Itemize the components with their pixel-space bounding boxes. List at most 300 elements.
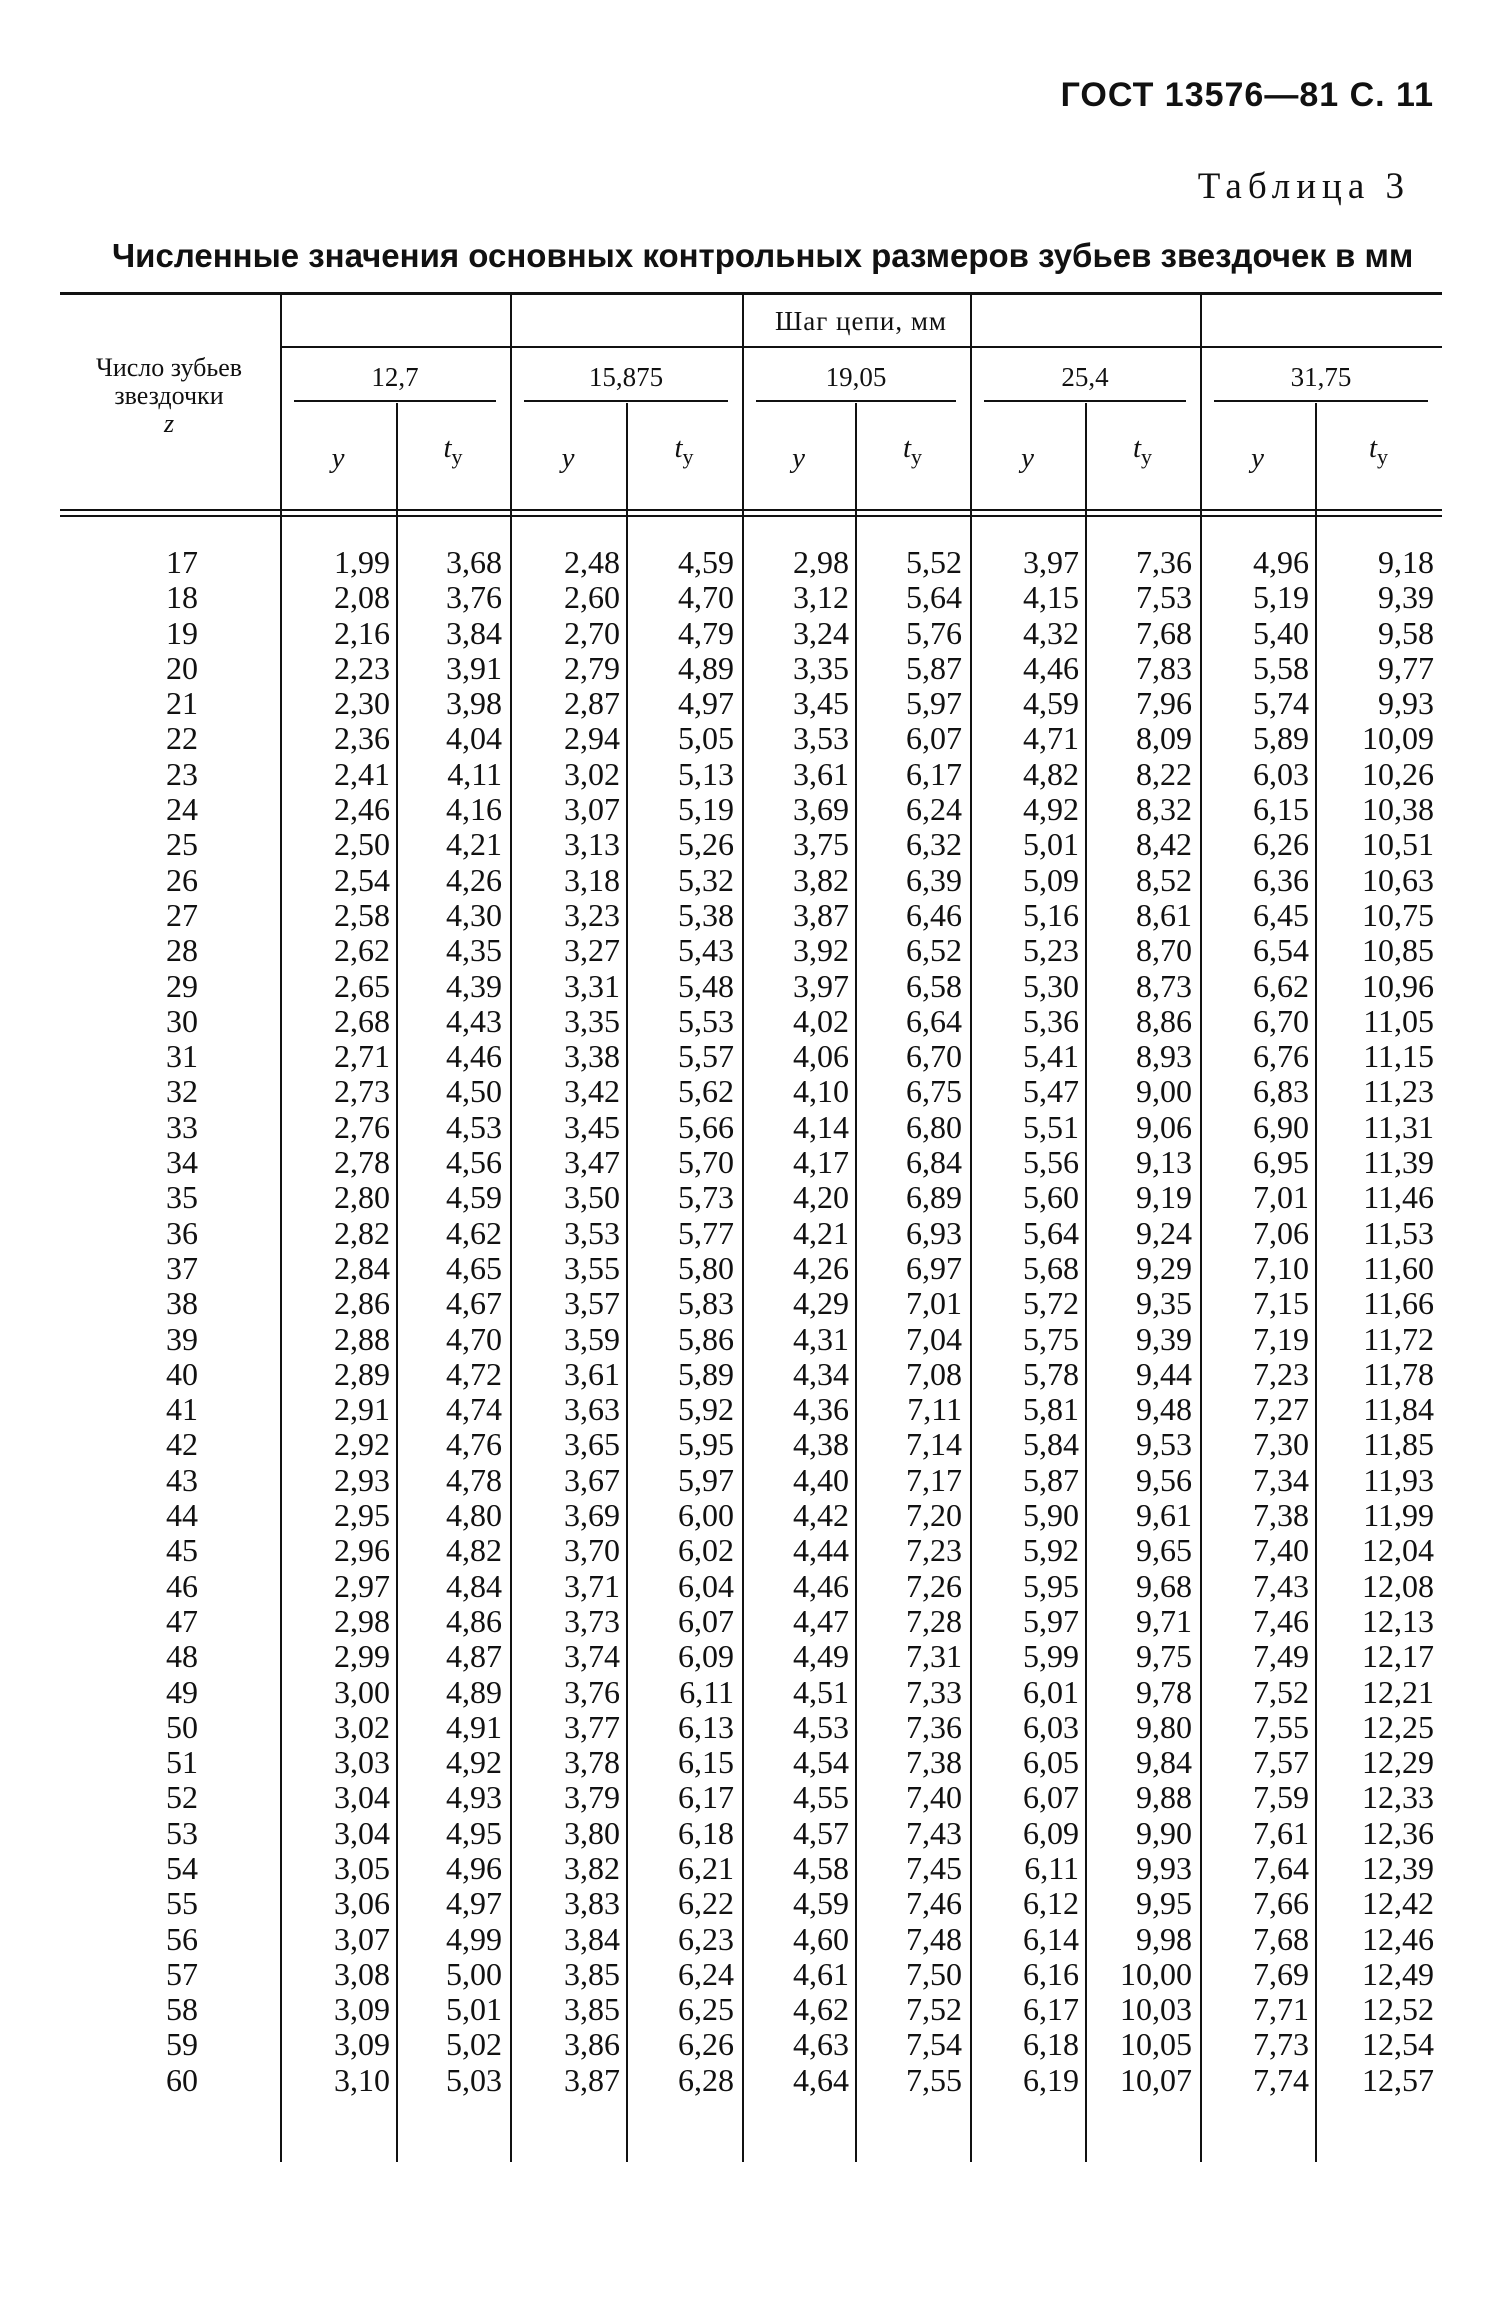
value-column <box>1334 545 1434 2098</box>
table-cell: 7,43 <box>1253 1567 1309 1604</box>
table-cell: 9,93 <box>1378 685 1434 722</box>
column-divider <box>1085 403 1087 2162</box>
table-cell: 2,46 <box>334 791 390 828</box>
table-cell: 5,81 <box>1023 1391 1079 1428</box>
table-cell: 3,59 <box>564 1320 620 1357</box>
table-cell: 3,38 <box>564 1038 620 1075</box>
table-cell: 4,53 <box>446 1108 502 1145</box>
table-cell: 5,75 <box>1023 1320 1079 1357</box>
table-cell: 12,08 <box>1362 1567 1434 1604</box>
table-cell: 5,77 <box>678 1214 734 1251</box>
table-cell: 7,55 <box>1253 1708 1309 1745</box>
table-cell: 5,26 <box>678 826 734 863</box>
table-cell: 4,53 <box>793 1708 849 1745</box>
table-cell: 3,07 <box>334 1920 390 1957</box>
table-cell: 5,60 <box>1023 1179 1079 1216</box>
table-cell: 2,65 <box>334 967 390 1004</box>
table-cell: 4,38 <box>793 1426 849 1463</box>
table-cell: 6,13 <box>678 1708 734 1745</box>
table-cell: 5,41 <box>1023 1038 1079 1075</box>
table-cell: 5,01 <box>446 1991 502 2028</box>
table-cell: 4,86 <box>446 1602 502 1639</box>
table-cell: 3,00 <box>334 1673 390 1710</box>
column-divider <box>1200 292 1202 2162</box>
table-cell: 9,68 <box>1136 1567 1192 1604</box>
table-cell: 4,17 <box>793 1144 849 1181</box>
table-cell: 3,67 <box>564 1461 620 1498</box>
table-cell: 7,20 <box>906 1497 962 1534</box>
table-cell: 2,76 <box>334 1108 390 1145</box>
z-value: 34 <box>166 1144 198 1181</box>
table-cell: 12,42 <box>1362 1885 1434 1922</box>
table-cell: 5,89 <box>1253 720 1309 757</box>
table-cell: 3,23 <box>564 896 620 933</box>
table-cell: 12,52 <box>1362 1991 1434 2028</box>
table-cell: 4,42 <box>793 1497 849 1534</box>
table-cell: 4,29 <box>793 1285 849 1322</box>
table-cell: 7,38 <box>906 1744 962 1781</box>
table-cell: 3,24 <box>793 614 849 651</box>
table-cell: 8,32 <box>1136 791 1192 828</box>
table-cell: 4,44 <box>793 1532 849 1569</box>
table-cell: 3,27 <box>564 932 620 969</box>
table-cell: 6,09 <box>678 1638 734 1675</box>
group-rule <box>280 346 1442 348</box>
table-cell: 2,58 <box>334 896 390 933</box>
z-value: 56 <box>166 1920 198 1957</box>
table-cell: 7,43 <box>906 1814 962 1851</box>
table-cell: 12,33 <box>1362 1779 1434 1816</box>
table-cell: 9,24 <box>1136 1214 1192 1251</box>
table-cell: 8,70 <box>1136 932 1192 969</box>
table-cell: 7,40 <box>906 1779 962 1816</box>
table-cell: 10,85 <box>1362 932 1434 969</box>
table-cell: 4,43 <box>446 1002 502 1039</box>
z-value: 28 <box>166 932 198 969</box>
table-cell: 9,58 <box>1378 614 1434 651</box>
table-cell: 10,51 <box>1362 826 1434 863</box>
table-cell: 3,68 <box>446 544 502 580</box>
table-cell: 9,84 <box>1136 1744 1192 1781</box>
table-cell: 2,71 <box>334 1038 390 1075</box>
table-cell: 5,19 <box>1253 579 1309 616</box>
table-cell: 6,19 <box>1023 2061 1079 2098</box>
table-cell: 7,14 <box>906 1426 962 1463</box>
table-cell: 6,14 <box>1023 1920 1079 1957</box>
table-cell: 3,04 <box>334 1779 390 1816</box>
pitch-header: 15,875 <box>588 362 664 392</box>
pitch-header: 25,4 <box>1061 362 1109 392</box>
table-cell: 2,54 <box>334 861 390 898</box>
table-cell: 2,98 <box>793 544 849 580</box>
table-cell: 3,42 <box>564 1073 620 1110</box>
table-cell: 5,62 <box>678 1073 734 1110</box>
table-cell: 4,32 <box>1023 614 1079 651</box>
table-cell: 5,57 <box>678 1038 734 1075</box>
table-cell: 3,10 <box>334 2061 390 2098</box>
table-cell: 10,75 <box>1362 896 1434 933</box>
table-cell: 4,30 <box>446 896 502 933</box>
table-cell: 6,84 <box>906 1144 962 1181</box>
table-cell: 6,18 <box>1023 2026 1079 2063</box>
value-column <box>1092 545 1192 2098</box>
table-cell: 7,01 <box>906 1285 962 1322</box>
table-cell: 3,84 <box>446 614 502 651</box>
table-cell: 5,38 <box>678 896 734 933</box>
table-cell: 9,29 <box>1136 1249 1192 1286</box>
table-cell: 11,66 <box>1363 1285 1434 1322</box>
table-cell: 3,92 <box>793 932 849 969</box>
table-cell: 2,84 <box>334 1249 390 1286</box>
table-cell: 6,16 <box>1023 1955 1079 1992</box>
value-column <box>862 545 962 2098</box>
table-cell: 4,76 <box>446 1426 502 1463</box>
table-cell: 9,53 <box>1136 1426 1192 1463</box>
z-column <box>140 545 198 2098</box>
table-cell: 9,88 <box>1136 1779 1192 1816</box>
table-cell: 6,80 <box>906 1108 962 1145</box>
table-cell: 11,53 <box>1363 1214 1434 1251</box>
top-rule <box>60 292 1442 295</box>
table-cell: 9,78 <box>1136 1673 1192 1710</box>
z-value: 57 <box>166 1955 198 1992</box>
table-cell: 2,93 <box>334 1461 390 1498</box>
column-divider <box>742 292 744 2162</box>
table-cell: 3,82 <box>793 861 849 898</box>
column-divider <box>396 403 398 2162</box>
pitch-header: 31,75 <box>1290 362 1352 392</box>
table-cell: 6,03 <box>1023 1708 1079 1745</box>
table-cell: 7,96 <box>1136 685 1192 722</box>
table-cell: 6,45 <box>1253 896 1309 933</box>
table-cell: 12,25 <box>1362 1708 1434 1745</box>
table-cell: 6,90 <box>1253 1108 1309 1145</box>
table-cell: 6,95 <box>1253 1144 1309 1181</box>
table-cell: 7,49 <box>1253 1638 1309 1675</box>
table-cell: 6,97 <box>906 1249 962 1286</box>
table-cell: 7,28 <box>906 1602 962 1639</box>
table-cell: 4,16 <box>446 791 502 828</box>
table-cell: 2,94 <box>564 720 620 757</box>
table-cell: 4,04 <box>446 720 502 757</box>
z-value: 18 <box>166 579 198 616</box>
table-cell: 7,83 <box>1136 649 1192 686</box>
table-cell: 4,72 <box>446 1355 502 1392</box>
table-cell: 2,87 <box>564 685 620 722</box>
table-cell: 5,64 <box>1023 1214 1079 1251</box>
table-cell: 2,16 <box>334 614 390 651</box>
table-cell: 7,53 <box>1136 579 1192 616</box>
table-cell: 5,02 <box>446 2026 502 2063</box>
table-cell: 5,95 <box>678 1426 734 1463</box>
table-cell: 6,26 <box>678 2026 734 2063</box>
table-cell: 4,46 <box>1023 649 1079 686</box>
table-cell: 3,70 <box>564 1532 620 1569</box>
table-cell: 8,52 <box>1136 861 1192 898</box>
table-cell: 7,26 <box>906 1567 962 1604</box>
z-value: 43 <box>166 1461 198 1498</box>
table-cell: 5,16 <box>1023 896 1079 933</box>
table-cell: 5,83 <box>678 1285 734 1322</box>
table-cell: 12,49 <box>1362 1955 1434 1992</box>
z-value: 46 <box>166 1567 198 1604</box>
table-cell: 7,46 <box>906 1885 962 1922</box>
table-cell: 6,07 <box>678 1602 734 1639</box>
table-cell: 5,53 <box>678 1002 734 1039</box>
z-value: 24 <box>166 791 198 828</box>
table-cell: 5,74 <box>1253 685 1309 722</box>
sub-header-y: y <box>561 442 575 474</box>
z-value: 36 <box>166 1214 198 1251</box>
table-cell: 6,22 <box>678 1885 734 1922</box>
table-cell: 6,11 <box>679 1673 734 1710</box>
table-cell: 5,97 <box>906 685 962 722</box>
table-cell: 6,15 <box>1253 791 1309 828</box>
table-cell: 4,78 <box>446 1461 502 1498</box>
table-cell: 4,51 <box>793 1673 849 1710</box>
table-cell: 7,36 <box>906 1708 962 1745</box>
table-cell: 9,77 <box>1378 649 1434 686</box>
table-cell: 5,97 <box>1023 1602 1079 1639</box>
table-cell: 6,89 <box>906 1179 962 1216</box>
table-cell: 4,70 <box>678 579 734 616</box>
column-divider <box>970 292 972 2162</box>
table-cell: 9,39 <box>1378 579 1434 616</box>
z-value: 49 <box>166 1673 198 1710</box>
z-value: 42 <box>166 1426 198 1463</box>
z-value: 39 <box>166 1320 198 1357</box>
table-cell: 9,71 <box>1136 1602 1192 1639</box>
table-cell: 7,68 <box>1253 1920 1309 1957</box>
table-cell: 9,18 <box>1378 544 1434 580</box>
table-cell: 4,58 <box>793 1849 849 1886</box>
table-cell: 3,85 <box>564 1955 620 1992</box>
table-cell: 12,17 <box>1362 1638 1434 1675</box>
table-cell: 4,46 <box>446 1038 502 1075</box>
z-value: 25 <box>166 826 198 863</box>
table-cell: 3,45 <box>793 685 849 722</box>
column-divider <box>510 292 512 2162</box>
table-cell: 5,36 <box>1023 1002 1079 1039</box>
table-cell: 8,61 <box>1136 896 1192 933</box>
table-cell: 3,87 <box>793 896 849 933</box>
table-cell: 5,01 <box>1023 826 1079 863</box>
table-cell: 3,53 <box>564 1214 620 1251</box>
table-cell: 7,15 <box>1253 1285 1309 1322</box>
table-cell: 4,91 <box>446 1708 502 1745</box>
table-cell: 3,61 <box>793 755 849 792</box>
table-cell: 3,53 <box>793 720 849 757</box>
table-cell: 2,82 <box>334 1214 390 1251</box>
table-cell: 2,68 <box>334 1002 390 1039</box>
table-cell: 4,21 <box>446 826 502 863</box>
table-cell: 5,23 <box>1023 932 1079 969</box>
table-cell: 3,03 <box>334 1744 390 1781</box>
table-cell: 10,96 <box>1362 967 1434 1004</box>
value-column <box>290 545 390 2098</box>
table-cell: 5,64 <box>906 579 962 616</box>
z-value: 38 <box>166 1285 198 1322</box>
table-cell: 9,75 <box>1136 1638 1192 1675</box>
sub-header-t: $t_у$ <box>1368 432 1389 469</box>
table-cell: 6,64 <box>906 1002 962 1039</box>
table-cell: 6,76 <box>1253 1038 1309 1075</box>
table-cell: 3,75 <box>793 826 849 863</box>
table-cell: 3,09 <box>334 2026 390 2063</box>
table-cell: 2,78 <box>334 1144 390 1181</box>
table-cell: 4,96 <box>446 1849 502 1886</box>
table-cell: 5,40 <box>1253 614 1309 651</box>
table-cell: 8,73 <box>1136 967 1192 1004</box>
table-cell: 2,97 <box>334 1567 390 1604</box>
table-cell: 2,92 <box>334 1426 390 1463</box>
table-cell: 4,97 <box>678 685 734 722</box>
table-cell: 7,19 <box>1253 1320 1309 1357</box>
table-cell: 5,86 <box>678 1320 734 1357</box>
table-cell: 3,02 <box>334 1708 390 1745</box>
table-cell: 6,58 <box>906 967 962 1004</box>
table-cell: 4,82 <box>446 1532 502 1569</box>
stub-header-line1: Число зубьев <box>95 353 243 382</box>
value-column <box>749 545 849 2098</box>
table-cell: 4,93 <box>446 1779 502 1816</box>
table-cell: 3,47 <box>564 1144 620 1181</box>
sub-header-t: $t_у$ <box>674 432 694 469</box>
table-cell: 3,80 <box>564 1814 620 1851</box>
table-cell: 10,07 <box>1120 2061 1192 2098</box>
table-cell: 3,07 <box>564 791 620 828</box>
table-cell: 4,47 <box>793 1602 849 1639</box>
table-cell: 9,93 <box>1136 1849 1192 1886</box>
table-cell: 6,07 <box>906 720 962 757</box>
table-cell: 4,15 <box>1023 579 1079 616</box>
table-cell: 4,71 <box>1023 720 1079 757</box>
table-cell: 2,91 <box>334 1391 390 1428</box>
z-value: 21 <box>166 685 198 722</box>
stub-header-line2: звездочки <box>114 381 224 410</box>
table-cell: 7,06 <box>1253 1214 1309 1251</box>
table-cell: 6,24 <box>906 791 962 828</box>
table-cell: 4,20 <box>793 1179 849 1216</box>
table-cell: 6,52 <box>906 932 962 969</box>
table-cell: 5,97 <box>678 1461 734 1498</box>
table-cell: 5,52 <box>906 544 962 580</box>
table-cell: 2,73 <box>334 1073 390 1110</box>
table-cell: 3,65 <box>564 1426 620 1463</box>
table-cell: 12,21 <box>1362 1673 1434 1710</box>
table-cell: 6,11 <box>1024 1849 1079 1886</box>
table-cell: 7,11 <box>907 1391 962 1428</box>
table-cell: 6,17 <box>1023 1991 1079 2028</box>
table-cell: 4,60 <box>793 1920 849 1957</box>
z-value: 19 <box>166 614 198 651</box>
table-cell: 3,08 <box>334 1955 390 1992</box>
table-cell: 7,69 <box>1253 1955 1309 1992</box>
table-cell: 7,17 <box>906 1461 962 1498</box>
table-cell: 7,52 <box>906 1991 962 2028</box>
column-divider <box>1315 403 1317 2162</box>
z-value: 20 <box>166 649 198 686</box>
table-cell: 4,64 <box>793 2061 849 2098</box>
table-cell: 6,03 <box>1253 755 1309 792</box>
table-cell: 7,40 <box>1253 1532 1309 1569</box>
table-cell: 3,97 <box>1023 544 1079 580</box>
table-cell: 5,32 <box>678 861 734 898</box>
table-cell: 2,96 <box>334 1532 390 1569</box>
table-cell: 5,92 <box>678 1391 734 1428</box>
table-cell: 7,46 <box>1253 1602 1309 1639</box>
table-cell: 4,96 <box>1253 544 1309 580</box>
value-column <box>520 545 620 2098</box>
table-cell: 3,63 <box>564 1391 620 1428</box>
table-cell: 6,36 <box>1253 861 1309 898</box>
table-cell: 7,59 <box>1253 1779 1309 1816</box>
z-value: 58 <box>166 1991 198 2028</box>
table-cell: 7,01 <box>1253 1179 1309 1216</box>
table-cell: 6,75 <box>906 1073 962 1110</box>
z-value: 48 <box>166 1638 198 1675</box>
table-number: Таблица 3 <box>1197 166 1410 207</box>
table-cell: 3,91 <box>446 649 502 686</box>
table-cell: 4,11 <box>447 755 502 792</box>
table-cell: 4,56 <box>446 1144 502 1181</box>
table-cell: 12,36 <box>1362 1814 1434 1851</box>
table-cell: 3,71 <box>564 1567 620 1604</box>
table-cell: 6,07 <box>1023 1779 1079 1816</box>
z-value: 44 <box>166 1497 198 1534</box>
table-cell: 2,70 <box>564 614 620 651</box>
table-cell: 6,18 <box>678 1814 734 1851</box>
table-cell: 11,15 <box>1363 1038 1434 1075</box>
table-cell: 4,02 <box>793 1002 849 1039</box>
table-cell: 3,57 <box>564 1285 620 1322</box>
sub-header-y: y <box>331 442 345 474</box>
table-cell: 5,47 <box>1023 1073 1079 1110</box>
column-divider <box>626 403 628 2162</box>
table-cell: 2,86 <box>334 1285 390 1322</box>
table-cell: 9,56 <box>1136 1461 1192 1498</box>
table-cell: 4,34 <box>793 1355 849 1392</box>
z-value: 17 <box>166 544 198 580</box>
table-cell: 6,62 <box>1253 967 1309 1004</box>
table-cell: 4,21 <box>793 1214 849 1251</box>
table-cell: 3,04 <box>334 1814 390 1851</box>
table-cell: 11,99 <box>1363 1497 1434 1534</box>
table-cell: 9,39 <box>1136 1320 1192 1357</box>
table-cell: 7,45 <box>906 1849 962 1886</box>
table-cell: 4,55 <box>793 1779 849 1816</box>
table-cell: 4,59 <box>793 1885 849 1922</box>
table-cell: 4,39 <box>446 967 502 1004</box>
table-cell: 12,54 <box>1362 2026 1434 2063</box>
table-cell: 4,62 <box>793 1991 849 2028</box>
table-cell: 10,05 <box>1120 2026 1192 2063</box>
table-cell: 2,80 <box>334 1179 390 1216</box>
pitch-rule <box>984 400 1186 402</box>
sub-header-t: $t_у$ <box>1132 432 1153 469</box>
table-cell: 7,34 <box>1253 1461 1309 1498</box>
table-cell: 4,49 <box>793 1638 849 1675</box>
table-cell: 4,50 <box>446 1073 502 1110</box>
table-cell: 3,73 <box>564 1602 620 1639</box>
z-value: 33 <box>166 1108 198 1145</box>
table-cell: 4,84 <box>446 1567 502 1604</box>
table-cell: 2,79 <box>564 649 620 686</box>
group-header: Шаг цепи, мм <box>774 306 948 336</box>
table-cell: 4,92 <box>1023 791 1079 828</box>
table-cell: 11,93 <box>1363 1461 1434 1498</box>
table-cell: 3,76 <box>446 579 502 616</box>
